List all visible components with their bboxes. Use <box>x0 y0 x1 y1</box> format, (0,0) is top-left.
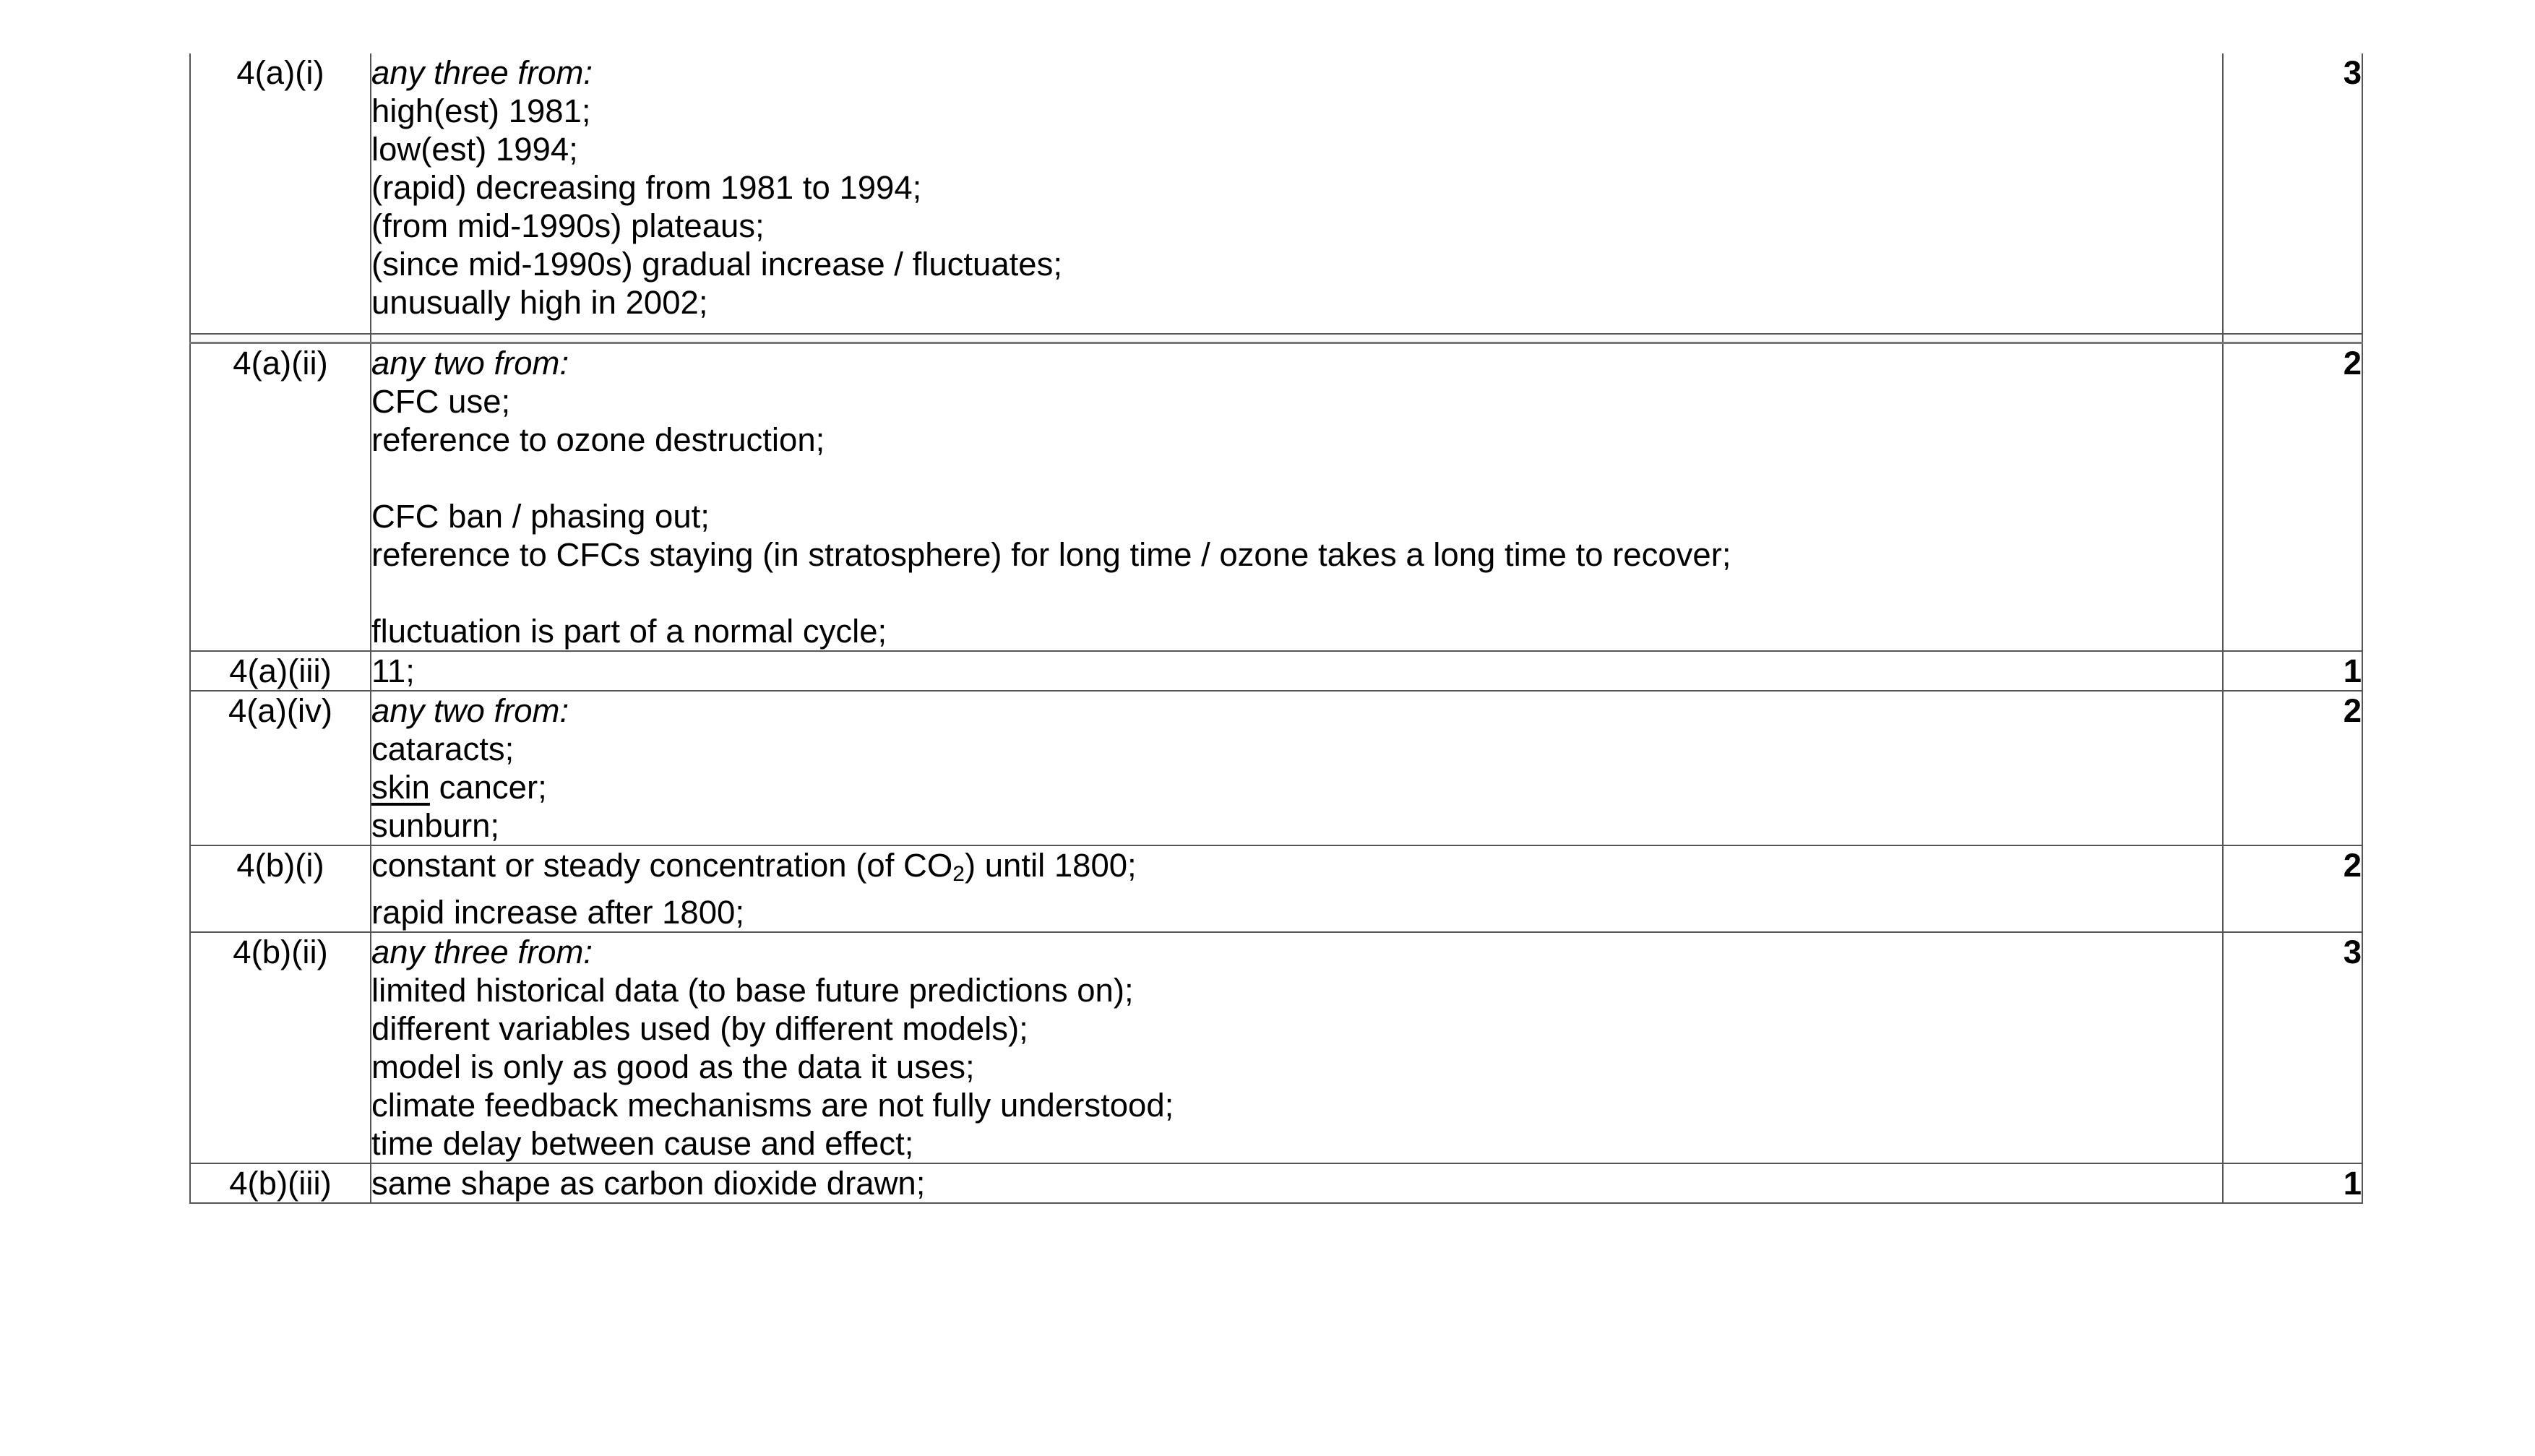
answer-line: different variables used (by different models); <box>371 1010 1028 1047</box>
answer-line <box>371 768 2222 806</box>
answer-line: 11; <box>371 652 415 689</box>
answer-line: model is only as good as the data it uses; <box>371 1048 975 1085</box>
answer-line: time delay between cause and effect; <box>371 1125 914 1162</box>
table-row <box>190 651 2362 691</box>
answer-line: limited historical data (to base future predictions on); <box>371 972 1134 1009</box>
answer-line: reference to ozone destruction; <box>371 421 825 458</box>
answer-line: unusually high in 2002; <box>371 284 708 321</box>
mark-scheme-table <box>189 53 2363 1204</box>
answer-cell <box>371 845 2223 932</box>
answer-line: fluctuation is part of a normal cycle; <box>371 613 887 650</box>
question-number: 4(a)(ii) <box>190 343 371 652</box>
answer-line: reference to CFCs staying (in stratosphere) for long time / ozone takes a long time to recover; <box>371 536 1731 573</box>
answer-line: CFC use; <box>371 383 511 420</box>
underlined-keyword: skin <box>371 769 430 806</box>
answer-intro: any three from: <box>371 54 593 91</box>
answer-cell <box>371 691 2223 845</box>
answer-cell <box>371 651 2223 691</box>
answer-line: CFC ban / phasing out; <box>371 498 710 535</box>
question-number: 4(b)(i) <box>190 845 371 932</box>
answer-cell <box>371 53 2223 334</box>
table-row <box>190 343 2362 652</box>
question-number: 4(a)(iii) <box>190 651 371 691</box>
answer-line: (since mid-1990s) gradual increase / fluctuates; <box>371 246 1062 283</box>
subscript: 2 <box>952 862 965 886</box>
answer-line: low(est) 1994; <box>371 131 578 168</box>
answer-intro: any two from: <box>371 692 569 729</box>
answer-line: sunburn; <box>371 807 500 844</box>
answer-line <box>371 846 2222 893</box>
answer-line: same shape as carbon dioxide drawn; <box>371 1165 926 1202</box>
table-row <box>190 845 2362 932</box>
answer-intro: any two from: <box>371 345 569 382</box>
answer-text: constant or steady concentration (of CO <box>371 847 953 884</box>
table-row <box>190 691 2362 845</box>
marks-value: 2 <box>2223 691 2362 845</box>
question-number: 4(b)(ii) <box>190 932 371 1163</box>
marks-value: 2 <box>2223 343 2362 652</box>
answer-line: (rapid) decreasing from 1981 to 1994; <box>371 169 922 206</box>
answer-line: climate feedback mechanisms are not fully understood; <box>371 1087 1174 1124</box>
question-number: 4(b)(iii) <box>190 1163 371 1203</box>
blank-line <box>371 574 2222 612</box>
answer-line: rapid increase after 1800; <box>371 894 744 931</box>
marks-value: 3 <box>2223 53 2362 334</box>
marks-value: 1 <box>2223 1163 2362 1203</box>
answer-line-rest: cancer; <box>429 769 547 806</box>
answer-cell <box>371 343 2223 652</box>
answer-line: (from mid-1990s) plateaus; <box>371 207 765 244</box>
blank-line <box>371 459 2222 497</box>
table-row <box>190 53 2362 334</box>
answer-cell <box>371 1163 2223 1203</box>
marks-value: 3 <box>2223 932 2362 1163</box>
answer-line: cataracts; <box>371 731 515 767</box>
answer-line: high(est) 1981; <box>371 92 591 129</box>
answer-text: ) until 1800; <box>964 847 1137 884</box>
question-number: 4(a)(i) <box>190 53 371 334</box>
question-number: 4(a)(iv) <box>190 691 371 845</box>
answer-cell <box>371 932 2223 1163</box>
answer-intro: any three from: <box>371 934 593 970</box>
table-row <box>190 1163 2362 1203</box>
table-row <box>190 932 2362 1163</box>
marks-value: 2 <box>2223 845 2362 932</box>
marks-value: 1 <box>2223 651 2362 691</box>
row-separator <box>190 334 2362 343</box>
